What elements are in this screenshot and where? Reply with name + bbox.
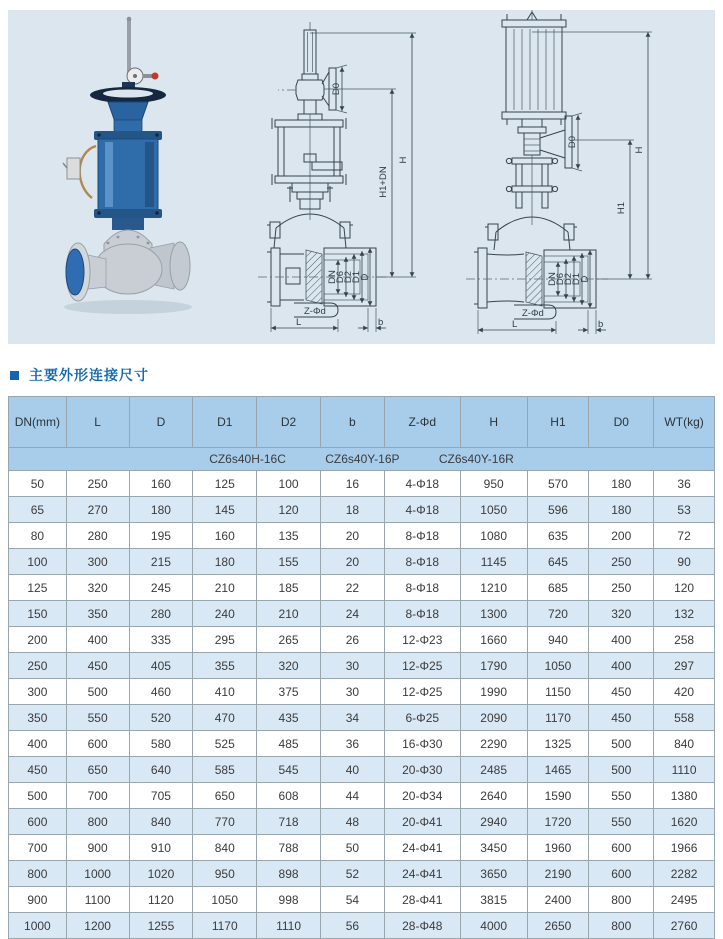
table-cell: 1050 xyxy=(193,887,257,913)
table-cell: 580 xyxy=(129,731,193,757)
table-cell: 500 xyxy=(589,757,654,783)
table-cell: 1080 xyxy=(460,523,527,549)
table-cell: 20-Φ30 xyxy=(384,757,460,783)
table-cell: 2485 xyxy=(460,757,527,783)
table-cell: 400 xyxy=(589,653,654,679)
table-cell: 1590 xyxy=(527,783,589,809)
section-title: 主要外形连接尺寸 xyxy=(29,367,149,383)
valve-drawings-panel xyxy=(8,10,715,344)
table-cell: 135 xyxy=(257,523,321,549)
table-cell: 1145 xyxy=(460,549,527,575)
table-cell: 53 xyxy=(654,497,715,523)
table-cell: 910 xyxy=(129,835,193,861)
table-cell: 2290 xyxy=(460,731,527,757)
table-cell: 550 xyxy=(66,705,129,731)
table-cell: 558 xyxy=(654,705,715,731)
table-cell: 950 xyxy=(193,861,257,887)
table-row xyxy=(9,471,715,497)
table-row xyxy=(9,913,715,939)
table-cell: 1300 xyxy=(460,601,527,627)
table-cell: 1000 xyxy=(9,913,67,939)
table-cell: 72 xyxy=(654,523,715,549)
table-cell: 22 xyxy=(320,575,384,601)
dim-label-zphid-middle: Z-Φd xyxy=(304,306,326,317)
table-cell: 300 xyxy=(66,549,129,575)
valve-drawings-svg xyxy=(8,10,715,344)
table-cell: 1020 xyxy=(129,861,193,887)
dim-label-b-middle: b xyxy=(378,317,384,328)
table-cell: 40 xyxy=(320,757,384,783)
table-cell: 435 xyxy=(257,705,321,731)
table-cell: 160 xyxy=(129,471,193,497)
table-cell: 245 xyxy=(129,575,193,601)
table-cell: 720 xyxy=(527,601,589,627)
table-cell: 280 xyxy=(129,601,193,627)
dimension-table xyxy=(8,396,715,939)
table-cell: 28-Φ48 xyxy=(384,913,460,939)
table-row xyxy=(9,549,715,575)
table-cell: 250 xyxy=(9,653,67,679)
section-header xyxy=(10,364,710,386)
table-cell: 1990 xyxy=(460,679,527,705)
table-cell: 2640 xyxy=(460,783,527,809)
table-cell: 8-Φ18 xyxy=(384,523,460,549)
dim-label-h1dn-middle: H1+DN xyxy=(378,166,389,198)
table-cell: 8-Φ18 xyxy=(384,549,460,575)
table-cell: 54 xyxy=(320,887,384,913)
table-cell: 250 xyxy=(589,575,654,601)
dim-label-d2-right: D2 xyxy=(563,272,574,286)
table-cell: 2760 xyxy=(654,913,715,939)
table-cell: 50 xyxy=(320,835,384,861)
table-cell: 1120 xyxy=(129,887,193,913)
table-cell: 56 xyxy=(320,913,384,939)
dim-label-d-middle: D xyxy=(359,273,371,281)
dim-label-h-right: H xyxy=(634,146,645,154)
table-cell: 132 xyxy=(654,601,715,627)
table-cell: 2650 xyxy=(527,913,589,939)
dim-label-h-middle: H xyxy=(398,156,409,164)
table-cell: 585 xyxy=(193,757,257,783)
table-cell: 3650 xyxy=(460,861,527,887)
table-cell: 600 xyxy=(66,731,129,757)
table-cell: 450 xyxy=(66,653,129,679)
table-cell: 2495 xyxy=(654,887,715,913)
table-cell: 650 xyxy=(193,783,257,809)
table-cell: 635 xyxy=(527,523,589,549)
section-bullet-icon xyxy=(10,371,19,380)
table-cell: 320 xyxy=(257,653,321,679)
column-header: D0 xyxy=(589,397,654,448)
table-cell: 900 xyxy=(66,835,129,861)
table-cell: 450 xyxy=(589,679,654,705)
table-cell: 180 xyxy=(589,497,654,523)
table-cell: 700 xyxy=(66,783,129,809)
table-row xyxy=(9,705,715,731)
table-cell: 705 xyxy=(129,783,193,809)
table-cell: 125 xyxy=(193,471,257,497)
table-cell: 185 xyxy=(257,575,321,601)
table-cell: 2282 xyxy=(654,861,715,887)
table-cell: 420 xyxy=(654,679,715,705)
table-cell: 120 xyxy=(654,575,715,601)
table-cell: 240 xyxy=(193,601,257,627)
table-cell: 770 xyxy=(193,809,257,835)
table-cell: 36 xyxy=(654,471,715,497)
table-cell: 718 xyxy=(257,809,321,835)
table-cell: 150 xyxy=(9,601,67,627)
table-cell: 180 xyxy=(193,549,257,575)
table-cell: 1960 xyxy=(527,835,589,861)
table-header-row xyxy=(9,397,715,448)
table-cell: 210 xyxy=(193,575,257,601)
table-cell: 1150 xyxy=(527,679,589,705)
table-cell: 1620 xyxy=(654,809,715,835)
table-cell: 20-Φ41 xyxy=(384,809,460,835)
column-header: D1 xyxy=(193,397,257,448)
table-cell: 12-Φ25 xyxy=(384,679,460,705)
table-cell: 400 xyxy=(66,627,129,653)
table-cell: 65 xyxy=(9,497,67,523)
table-cell: 950 xyxy=(460,471,527,497)
table-cell: 600 xyxy=(589,835,654,861)
table-cell: 800 xyxy=(66,809,129,835)
table-cell: 545 xyxy=(257,757,321,783)
table-cell: 210 xyxy=(257,601,321,627)
table-cell: 200 xyxy=(9,627,67,653)
dim-label-d2-middle: D2 xyxy=(343,270,354,284)
table-cell: 20-Φ34 xyxy=(384,783,460,809)
table-cell: 470 xyxy=(193,705,257,731)
table-row xyxy=(9,835,715,861)
table-row xyxy=(9,757,715,783)
dim-label-d0-middle: D0 xyxy=(331,82,342,96)
table-cell: 1050 xyxy=(527,653,589,679)
table-cell: 460 xyxy=(129,679,193,705)
table-cell: 1100 xyxy=(66,887,129,913)
table-cell: 28-Φ41 xyxy=(384,887,460,913)
table-cell: 295 xyxy=(193,627,257,653)
table-cell: 2090 xyxy=(460,705,527,731)
table-cell: 145 xyxy=(193,497,257,523)
table-cell: 155 xyxy=(257,549,321,575)
table-cell: 500 xyxy=(66,679,129,705)
table-cell: 12-Φ25 xyxy=(384,653,460,679)
table-row xyxy=(9,861,715,887)
table-cell: 700 xyxy=(9,835,67,861)
table-cell: 250 xyxy=(66,471,129,497)
table-cell: 800 xyxy=(9,861,67,887)
model-designations xyxy=(9,448,715,471)
table-cell: 1380 xyxy=(654,783,715,809)
table-cell: 525 xyxy=(193,731,257,757)
table-cell: 650 xyxy=(66,757,129,783)
table-cell: 1790 xyxy=(460,653,527,679)
dim-label-dn-right: DN xyxy=(547,272,558,286)
table-cell: 8-Φ18 xyxy=(384,601,460,627)
table-cell: 450 xyxy=(589,705,654,731)
dim-label-d0-right: D0 xyxy=(567,135,578,149)
table-cell: 258 xyxy=(654,627,715,653)
table-cell: 180 xyxy=(589,471,654,497)
table-cell: 4-Φ18 xyxy=(384,497,460,523)
table-cell: 34 xyxy=(320,705,384,731)
table-cell: 20 xyxy=(320,523,384,549)
model-name-2: CZ6s40Y-16P xyxy=(325,452,400,466)
table-cell: 26 xyxy=(320,627,384,653)
table-cell: 1210 xyxy=(460,575,527,601)
table-row xyxy=(9,731,715,757)
table-cell: 44 xyxy=(320,783,384,809)
table-cell: 30 xyxy=(320,653,384,679)
table-cell: 800 xyxy=(589,887,654,913)
table-cell: 1000 xyxy=(66,861,129,887)
column-header: Z-Φd xyxy=(384,397,460,448)
dim-label-h1-right: H1 xyxy=(616,201,627,215)
table-cell: 48 xyxy=(320,809,384,835)
column-header: H1 xyxy=(527,397,589,448)
table-cell: 375 xyxy=(257,679,321,705)
table-cell: 350 xyxy=(9,705,67,731)
table-cell: 2190 xyxy=(527,861,589,887)
table-cell: 500 xyxy=(9,783,67,809)
table-row xyxy=(9,523,715,549)
table-cell: 550 xyxy=(589,783,654,809)
table-cell: 640 xyxy=(129,757,193,783)
table-cell: 400 xyxy=(9,731,67,757)
valve-drawing-middle xyxy=(258,22,416,332)
table-cell: 36 xyxy=(320,731,384,757)
dim-label-d-right: D xyxy=(579,275,591,283)
dim-label-b-right: b xyxy=(598,319,604,330)
table-cell: 200 xyxy=(589,523,654,549)
table-cell: 335 xyxy=(129,627,193,653)
table-cell: 1110 xyxy=(257,913,321,939)
table-cell: 1170 xyxy=(527,705,589,731)
model-name-3: CZ6s40Y-16R xyxy=(438,452,514,466)
dim-label-d1-right: D1 xyxy=(571,272,582,286)
table-cell: 645 xyxy=(527,549,589,575)
table-cell: 297 xyxy=(654,653,715,679)
table-body xyxy=(9,471,715,939)
column-header: b xyxy=(320,397,384,448)
column-header: D xyxy=(129,397,193,448)
table-cell: 4000 xyxy=(460,913,527,939)
column-header: DN(mm) xyxy=(9,397,67,448)
dim-label-dn-middle: DN xyxy=(327,270,338,284)
table-cell: 100 xyxy=(9,549,67,575)
table-cell: 608 xyxy=(257,783,321,809)
table-cell: 400 xyxy=(589,627,654,653)
dim-label-d1-middle: D1 xyxy=(351,270,362,284)
table-cell: 685 xyxy=(527,575,589,601)
table-cell: 550 xyxy=(589,809,654,835)
table-cell: 6-Φ25 xyxy=(384,705,460,731)
table-cell: 3450 xyxy=(460,835,527,861)
table-cell: 125 xyxy=(9,575,67,601)
table-cell: 840 xyxy=(654,731,715,757)
table-cell: 350 xyxy=(66,601,129,627)
table-cell: 596 xyxy=(527,497,589,523)
table-cell: 215 xyxy=(129,549,193,575)
table-cell: 20 xyxy=(320,549,384,575)
table-cell: 1720 xyxy=(527,809,589,835)
table-cell: 1200 xyxy=(66,913,129,939)
table-row xyxy=(9,575,715,601)
table-cell: 8-Φ18 xyxy=(384,575,460,601)
table-cell: 800 xyxy=(589,913,654,939)
column-header: WT(kg) xyxy=(654,397,715,448)
table-cell: 24 xyxy=(320,601,384,627)
table-cell: 840 xyxy=(193,835,257,861)
table-cell: 1325 xyxy=(527,731,589,757)
table-row xyxy=(9,679,715,705)
table-cell: 24-Φ41 xyxy=(384,861,460,887)
table-cell: 570 xyxy=(527,471,589,497)
dimension-table-wrap xyxy=(8,396,715,939)
table-cell: 1050 xyxy=(460,497,527,523)
table-cell: 180 xyxy=(129,497,193,523)
table-cell: 600 xyxy=(9,809,67,835)
table-cell: 100 xyxy=(257,471,321,497)
table-cell: 1170 xyxy=(193,913,257,939)
table-cell: 24-Φ41 xyxy=(384,835,460,861)
model-row xyxy=(9,448,715,471)
table-cell: 520 xyxy=(129,705,193,731)
dim-label-zphid-right: Z-Φd xyxy=(522,308,544,319)
table-cell: 840 xyxy=(129,809,193,835)
table-cell: 4-Φ18 xyxy=(384,471,460,497)
table-cell: 1255 xyxy=(129,913,193,939)
table-cell: 120 xyxy=(257,497,321,523)
table-cell: 500 xyxy=(589,731,654,757)
table-cell: 355 xyxy=(193,653,257,679)
table-cell: 195 xyxy=(129,523,193,549)
table-cell: 30 xyxy=(320,679,384,705)
column-header: H xyxy=(460,397,527,448)
table-cell: 898 xyxy=(257,861,321,887)
table-cell: 2400 xyxy=(527,887,589,913)
table-cell: 320 xyxy=(66,575,129,601)
table-cell: 160 xyxy=(193,523,257,549)
table-cell: 16-Φ30 xyxy=(384,731,460,757)
table-row xyxy=(9,627,715,653)
table-cell: 1966 xyxy=(654,835,715,861)
dim-label-d6-right: D6 xyxy=(555,272,566,286)
table-row xyxy=(9,809,715,835)
table-cell: 410 xyxy=(193,679,257,705)
model-name-1: CZ6s40H-16C xyxy=(209,452,286,466)
valve-photo xyxy=(63,17,192,314)
table-cell: 265 xyxy=(257,627,321,653)
table-row xyxy=(9,887,715,913)
table-cell: 250 xyxy=(589,549,654,575)
table-row xyxy=(9,497,715,523)
table-cell: 900 xyxy=(9,887,67,913)
table-cell: 52 xyxy=(320,861,384,887)
table-cell: 600 xyxy=(589,861,654,887)
table-cell: 18 xyxy=(320,497,384,523)
table-cell: 2940 xyxy=(460,809,527,835)
table-cell: 788 xyxy=(257,835,321,861)
table-cell: 80 xyxy=(9,523,67,549)
dim-label-l-right: L xyxy=(512,319,518,330)
table-cell: 1465 xyxy=(527,757,589,783)
table-cell: 270 xyxy=(66,497,129,523)
dim-label-d6-middle: D6 xyxy=(335,270,346,284)
table-cell: 485 xyxy=(257,731,321,757)
table-cell: 12-Φ23 xyxy=(384,627,460,653)
column-header: D2 xyxy=(257,397,321,448)
table-cell: 940 xyxy=(527,627,589,653)
column-header: L xyxy=(66,397,129,448)
table-cell: 320 xyxy=(589,601,654,627)
table-cell: 1110 xyxy=(654,757,715,783)
table-row xyxy=(9,601,715,627)
table-cell: 450 xyxy=(9,757,67,783)
table-cell: 90 xyxy=(654,549,715,575)
table-cell: 300 xyxy=(9,679,67,705)
table-cell: 16 xyxy=(320,471,384,497)
table-cell: 998 xyxy=(257,887,321,913)
table-cell: 1660 xyxy=(460,627,527,653)
table-cell: 3815 xyxy=(460,887,527,913)
table-row xyxy=(9,653,715,679)
table-row xyxy=(9,783,715,809)
valve-drawing-right xyxy=(466,10,652,334)
dim-label-l-middle: L xyxy=(296,317,302,328)
table-cell: 280 xyxy=(66,523,129,549)
table-cell: 405 xyxy=(129,653,193,679)
table-cell: 50 xyxy=(9,471,67,497)
